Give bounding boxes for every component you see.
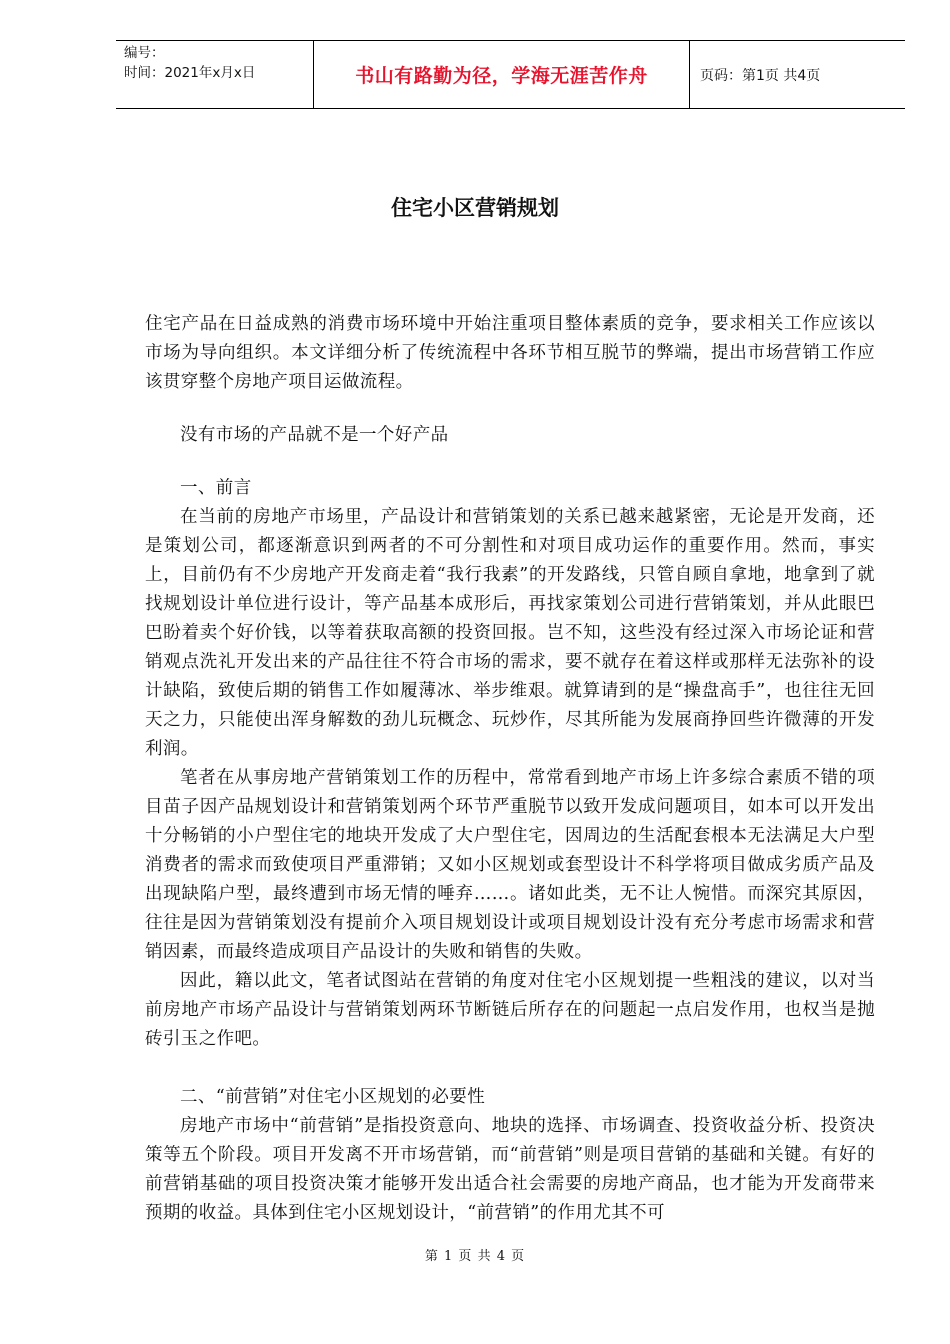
footer-page-number: 第 1 页 [424, 1249, 473, 1264]
document-title: 住宅小区营销规划 [391, 196, 559, 220]
serial-label: 编号： [124, 45, 165, 61]
time-label: 时间：2021年x月x日 [124, 65, 256, 81]
section2-paragraph-1: 房地产市场中“前营销”是指投资意向、地块的选择、市场调查、投资收益分析、投资决策等五个阶段。项目开发离不开市场营销，而“前营销”则是项目营销的基础和关键。有好的前营销基础的项目投资决策才能够开发出适合社会需要的房地产商品，也才能为开发商带来预期的收益。具体到住宅小区规划设计，“前营销”的作用尤其不可 [145, 1116, 875, 1223]
header-page-info: 页码：第1页 共4页 [700, 67, 821, 84]
footer-page-total: 共 4 页 [477, 1249, 526, 1264]
section1-paragraph-3: 因此，籍以此文，笔者试图站在营销的角度对住宅小区规划提一些粗浅的建议，以对当前房地产市场产品设计与营销策划两环节断链后所存在的问题起一点启发作用，也权当是抛砖引玉之作吧。 [145, 971, 875, 1049]
abstract-paragraph: 住宅产品在日益成熟的消费市场环境中开始注重项目整体素质的竞争，要求相关工作应该以市场为导向组织。本文详细分析了传统流程中各环节相互脱节的弊端，提出市场营销工作应该贯穿整个房地产项目运做流程。 [145, 314, 875, 392]
section2-heading: 二、“前营销”对住宅小区规划的必要性 [180, 1087, 486, 1107]
section1-heading: 一、前言 [180, 478, 252, 498]
header-meta [116, 41, 314, 108]
section1-paragraph-1: 在当前的房地产市场里，产品设计和营销策划的关系已越来越紧密，无论是开发商，还是策划公司，都逐渐意识到两者的不可分割性和对项目成功运作的重要作用。然而，事实上，目前仍有不少房地产开发商走着“我行我素”的开发路线，只管自顾自拿地，地拿到了就找规划设计单位进行设计，等产品基本成形后，再找家策划公司进行营销策划，并从此眼巴巴盼着卖个好价钱，以等着获取高额的投资回报。岂不知，这些没有经过深入市场论证和营销观点洗礼开发出来的产品往往不符合市场的需求，要不就存在着这样或那样无法弥补的设计缺陷，致使后期的销售工作如履薄冰、举步维艰。就算请到的是“操盘高手”，也往往无回天之力，只能使出浑身解数的劲儿玩概念、玩炒作，尽其所能为发展商挣回些许微薄的开发利润。 [145, 507, 875, 759]
section1-paragraph-2: 笔者在从事房地产营销策划工作的历程中，常常看到地产市场上许多综合素质不错的项目苗子因产品规划设计和营销策划两个环节严重脱节以致开发成问题项目，如本可以开发出十分畅销的小户型住宅的地块开发成了大户型住宅，因周边的生活配套根本无法满足大户型消费者的需求而致使项目严重滞销；又如小区规划或套型设计不科学将项目做成劣质产品及出现缺陷户型，最终遭到市场无情的唾弃……。诸如此类，无不让人惋惜。而深究其原因，往往是因为营销策划没有提前介入项目规划设计或项目规划设计没有充分考虑市场需求和营销因素，而最终造成项目产品设计的失败和销售的失败。 [145, 768, 875, 962]
header-motto: 书山有路勤为径，学海无涯苦作舟 [314, 41, 690, 108]
page-header [116, 40, 905, 109]
tagline-paragraph: 没有市场的产品就不是一个好产品 [180, 425, 449, 445]
page-footer [0, 1245, 950, 1264]
document-body [145, 310, 875, 1228]
